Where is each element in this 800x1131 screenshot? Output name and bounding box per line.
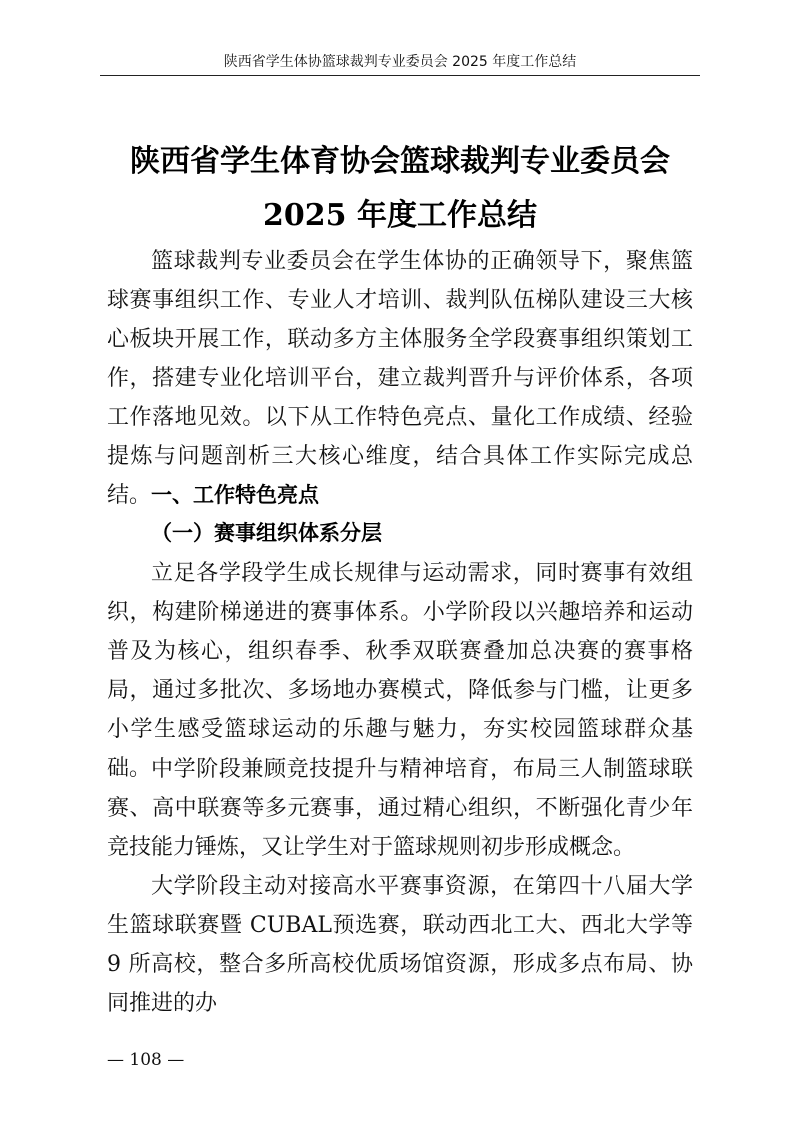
subsection-heading: （一）赛事组织体系分层: [151, 521, 382, 545]
intro-paragraph: 篮球裁判专业委员会在学生体协的正确领导下，聚焦篮球赛事组织工作、专业人才培训、裁判队伍梯队建设三大核心板块开展工作，联动多方主体服务全学段赛事组织策划工作，搭建专业化培训平台，建立裁判晋升与评价体系，各项工作落地见效。以下从工作特色亮点、量化工作成绩、经验提炼与问题剖析三大核心维度，结合具体工作实际完成总结。: [107, 249, 693, 508]
running-header: 陕西省学生体协篮球裁判专业委员会 2025 年度工作总结: [223, 54, 577, 70]
document-title-line-2: 2025 年度工作总结: [263, 198, 537, 233]
header-divider: [100, 75, 700, 76]
paragraph-primary-school: 立足各学段学生成长规律与运动需求，同时赛事有效组织，构建阶梯递进的赛事体系。小学阶段以兴趣培养和运动普及为核心，组织春季、秋季双联赛叠加总决赛的赛事格局，通过多批次、多场地办赛模式，降低参与门槛，让更多小学生感受篮球运动的乐趣与魅力，夯实校园篮球群众基础。: [107, 561, 693, 781]
paragraph-middle-school: 中学阶段兼顾竞技提升与精神培育，布局三人制篮球联赛、高中联赛等多元赛事，通过精心组织，不断强化青少年竞技能力锤炼，又让学生对于篮球规则初步形成概念。: [107, 757, 693, 860]
section-heading: 一、工作特色亮点: [151, 483, 319, 507]
document-title-line-1: 陕西省学生体育协会篮球裁判专业委员会: [130, 144, 670, 179]
page-number: — 108 —: [107, 1050, 185, 1070]
paragraph-university: 大学阶段主动对接高水平赛事资源，在第四十八届大学生篮球联赛暨 CUBAL预选赛，联动西北工大、西北大学等 9 所高校，整合多所高校优质场馆资源，形成多点布局、协同推进的办: [107, 874, 693, 1016]
